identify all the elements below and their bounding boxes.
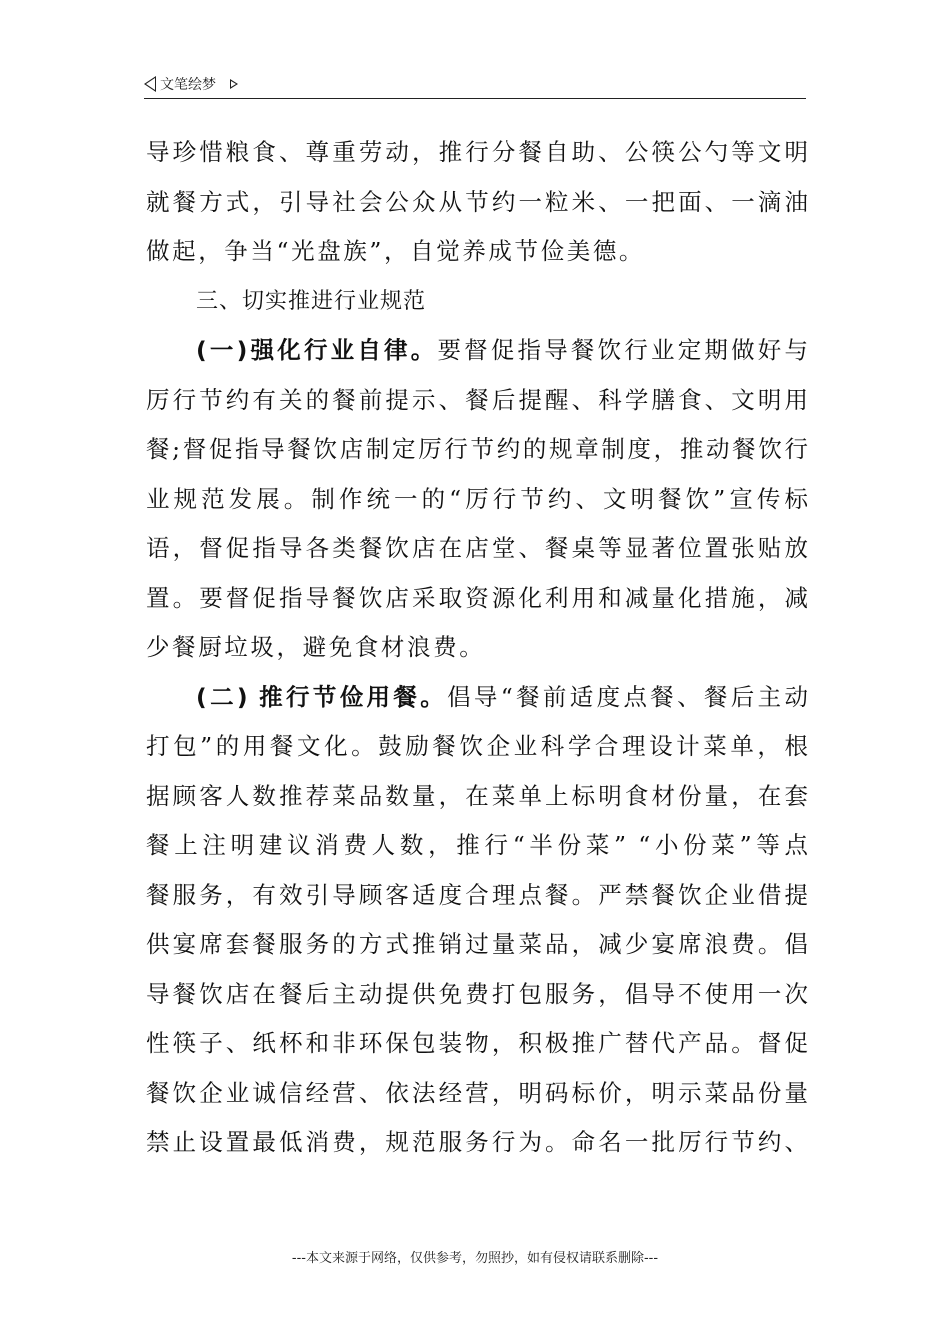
line-text: 餐饮企业诚信经营、依法经营，明码标价，明示菜品份量 — [146, 1078, 808, 1107]
line-text: 语，督促指导各类餐饮店在店堂、餐桌等显著位置张贴放 — [146, 534, 808, 562]
text-line — [146, 326, 808, 376]
page-header — [144, 70, 806, 99]
triangle-left-icon — [144, 76, 156, 92]
text-line — [146, 128, 808, 178]
text-line — [146, 623, 808, 673]
header-brand — [144, 74, 238, 94]
subsection-title: (二) 推行节俭用餐。 — [196, 682, 448, 711]
text-line — [146, 376, 808, 426]
text-line — [146, 574, 808, 624]
text-line — [146, 772, 808, 822]
text-line — [146, 227, 808, 277]
text-line — [146, 178, 808, 228]
line-text: 餐;督促指导餐饮店制定厉行节约的规章制度，推动餐饮行 — [146, 435, 808, 463]
text-line — [146, 970, 808, 1020]
line-text: 导餐饮店在餐后主动提供免费打包服务，倡导不使用一次 — [146, 979, 808, 1008]
line-text: 做起，争当“光盘族”，自觉养成节俭美德。 — [146, 237, 646, 265]
line-text: 要督促指导餐饮行业定期做好与 — [437, 336, 809, 364]
line-text: 禁止设置最低消费，规范服务行为。命名一批厉行节约、 — [146, 1128, 808, 1156]
line-text: 倡导“餐前适度点餐、餐后主动 — [447, 682, 808, 711]
section-heading-text: 三、切实推进行业规范 — [196, 288, 427, 314]
section-heading — [146, 277, 808, 327]
text-line — [146, 1069, 808, 1119]
line-text: 打包”的用餐文化。鼓励餐饮企业科学合理设计菜单，根 — [146, 732, 808, 760]
line-text: 性筷子、纸杯和非环保包装物，积极推广替代产品。督促 — [146, 1029, 808, 1057]
document-body — [146, 128, 808, 1168]
line-text: 据顾客人数推荐菜品数量，在菜单上标明食材份量，在套 — [146, 781, 808, 810]
triangle-right-icon — [230, 79, 238, 89]
line-text: 厉行节约有关的餐前提示、餐后提醒、科学膳食、文明用 — [146, 385, 808, 414]
text-line — [146, 673, 808, 723]
text-line — [146, 920, 808, 970]
text-line — [146, 1118, 808, 1168]
line-text: 供宴席套餐服务的方式推销过量菜品，减少宴席浪费。倡 — [146, 930, 808, 958]
text-line — [146, 871, 808, 921]
text-line — [146, 475, 808, 525]
text-line — [146, 524, 808, 574]
header-brand-text: 文笔绘梦 — [160, 77, 216, 93]
line-text: 导珍惜粮食、尊重劳动，推行分餐自助、公筷公勺等文明 — [146, 138, 808, 166]
line-text: 置。要督促指导餐饮店采取资源化利用和减量化措施，减 — [146, 583, 808, 612]
line-text: 餐服务，有效引导顾客适度合理点餐。严禁餐饮企业借提 — [146, 880, 808, 909]
line-text: 业规范发展。制作统一的“厉行节约、文明餐饮”宣传标 — [146, 484, 808, 513]
text-line — [146, 722, 808, 772]
text-line — [146, 821, 808, 871]
text-line — [146, 1019, 808, 1069]
page-footer-disclaimer: ---本文来源于网络，仅供参考，勿照抄，如有侵权请联系删除--- — [291, 1251, 659, 1266]
line-text: 餐上注明建议消费人数，推行“半份菜” “小份菜”等点 — [146, 831, 808, 859]
line-text: 就餐方式，引导社会公众从节约一粒米、一把面、一滴油 — [146, 187, 808, 216]
line-text: 少餐厨垃圾，避免食材浪费。 — [146, 633, 486, 661]
text-line — [146, 425, 808, 475]
subsection-title: (一)强化行业自律。 — [196, 336, 438, 364]
